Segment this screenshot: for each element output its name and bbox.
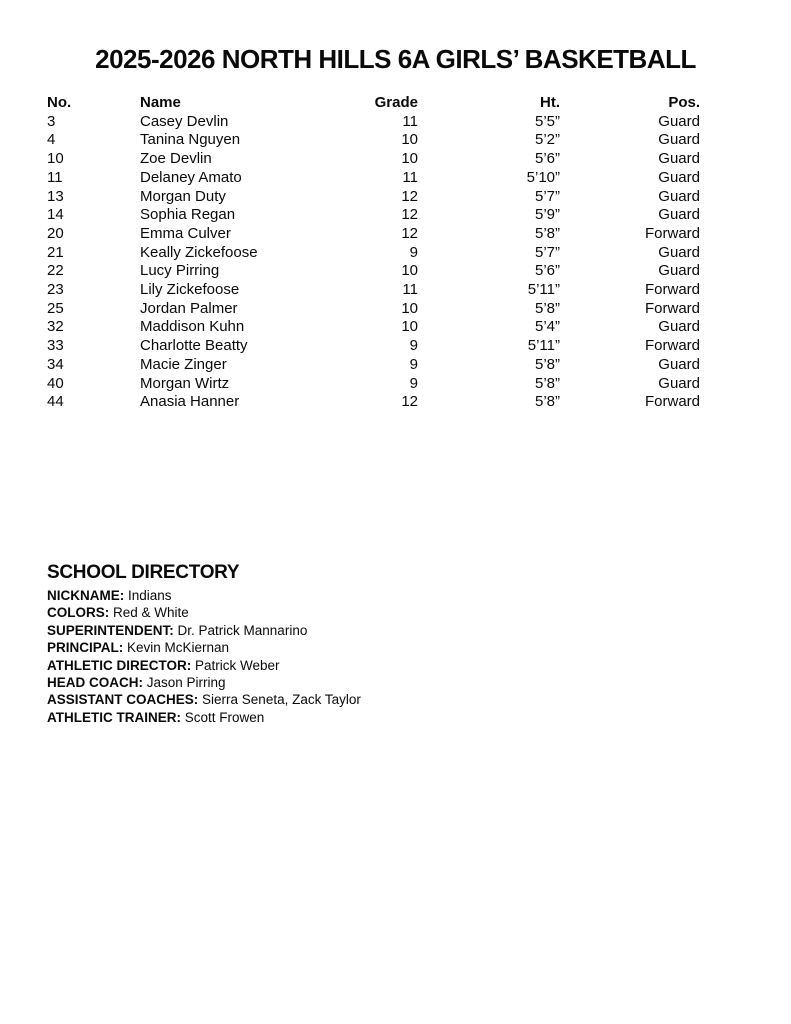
player-position: Guard <box>658 318 700 336</box>
table-row <box>47 262 700 281</box>
directory-entry <box>47 691 647 708</box>
player-number: 14 <box>47 206 64 224</box>
table-row <box>47 244 700 263</box>
player-position: Guard <box>658 168 700 186</box>
player-position: Guard <box>658 206 700 224</box>
table-row <box>47 150 700 169</box>
directory-label: ATHLETIC TRAINER: <box>47 709 181 725</box>
player-position: Forward <box>644 224 700 242</box>
column-header-no: No. <box>47 94 72 111</box>
directory-value: Scott Frowen <box>184 709 265 725</box>
table-row <box>47 393 700 412</box>
table-row <box>47 375 700 394</box>
player-grade: 9 <box>409 243 418 261</box>
table-row <box>47 300 700 319</box>
directory-value: Jason Pirring <box>146 675 226 691</box>
player-height: 5’10” <box>526 168 560 186</box>
table-row <box>47 337 700 356</box>
player-number: 10 <box>47 150 64 168</box>
player-position: Guard <box>658 150 700 168</box>
player-height: 5’4” <box>534 318 560 336</box>
player-grade: 10 <box>401 299 418 317</box>
player-name: Anasia Hanner <box>140 393 240 411</box>
directory-value: Red & White <box>113 605 189 621</box>
player-height: 5’7” <box>534 243 560 261</box>
player-number: 20 <box>47 224 64 242</box>
player-height: 5’8” <box>534 374 560 392</box>
directory-entry <box>47 604 647 621</box>
directory-entry <box>47 709 647 726</box>
player-grade: 12 <box>401 187 418 205</box>
roster-body <box>47 113 700 412</box>
player-height: 5’11” <box>527 281 560 299</box>
page-title: 2025-2026 NORTH HILLS 6A GIRLS’ BASKETBALL <box>95 44 696 74</box>
directory-value: Sierra Seneta, Zack Taylor <box>202 692 361 708</box>
player-number: 3 <box>47 112 56 130</box>
player-name: Emma Culver <box>140 224 231 242</box>
directory-entry <box>47 657 647 674</box>
table-row <box>47 131 700 150</box>
school-directory-section <box>47 562 647 726</box>
player-number: 32 <box>47 318 64 336</box>
player-position: Guard <box>658 262 700 280</box>
directory-label: HEAD COACH: <box>47 675 143 691</box>
player-name: Keally Zickefoose <box>140 243 258 261</box>
table-row <box>47 281 700 300</box>
directory-entry <box>47 622 647 639</box>
player-position: Guard <box>658 374 700 392</box>
column-header-grade: Grade <box>374 94 418 111</box>
player-grade: 10 <box>401 150 418 168</box>
table-row <box>47 113 700 132</box>
table-row <box>47 188 700 207</box>
player-grade: 10 <box>401 262 418 280</box>
player-name: Morgan Duty <box>140 187 226 205</box>
table-row <box>47 318 700 337</box>
player-number: 23 <box>47 281 64 299</box>
player-name: Casey Devlin <box>140 112 229 130</box>
player-position: Forward <box>644 337 700 355</box>
table-row <box>47 225 700 244</box>
player-grade: 10 <box>401 131 418 149</box>
player-height: 5’9” <box>534 206 560 224</box>
player-number: 21 <box>47 243 64 261</box>
player-name: Tanina Nguyen <box>140 131 241 149</box>
directory-value: Patrick Weber <box>195 657 280 673</box>
player-position: Forward <box>644 299 700 317</box>
directory-label: ATHLETIC DIRECTOR: <box>47 657 192 673</box>
player-number: 40 <box>47 374 64 392</box>
player-number: 13 <box>47 187 64 205</box>
player-number: 34 <box>47 355 64 373</box>
directory-heading: SCHOOL DIRECTORY <box>47 562 240 583</box>
player-height: 5’5” <box>534 112 560 130</box>
directory-label: COLORS: <box>47 605 110 621</box>
column-header-name: Name <box>140 94 181 111</box>
player-name: Sophia Regan <box>140 206 236 224</box>
directory-entry <box>47 674 647 691</box>
directory-label: PRINCIPAL: <box>47 640 124 656</box>
player-position: Guard <box>658 355 700 373</box>
player-position: Guard <box>658 131 700 149</box>
column-header-ht: Ht. <box>540 94 560 111</box>
roster-table <box>47 94 700 412</box>
player-position: Forward <box>644 393 700 411</box>
player-number: 44 <box>47 393 64 411</box>
player-grade: 9 <box>409 355 418 373</box>
player-height: 5’8” <box>534 299 560 317</box>
player-name: Charlotte Beatty <box>140 337 248 355</box>
player-grade: 9 <box>409 374 418 392</box>
player-height: 5’2” <box>534 131 560 149</box>
player-name: Maddison Kuhn <box>140 318 245 336</box>
directory-label: NICKNAME: <box>47 588 125 603</box>
player-grade: 9 <box>409 337 418 355</box>
player-grade: 12 <box>401 206 418 224</box>
roster-header <box>47 94 700 113</box>
directory-label: ASSISTANT COACHES: <box>47 692 199 708</box>
player-name: Macie Zinger <box>140 355 227 373</box>
directory-entry <box>47 587 647 604</box>
player-grade: 12 <box>401 224 418 242</box>
directory-entry <box>47 639 647 656</box>
player-grade: 11 <box>402 112 418 130</box>
player-name: Lily Zickefoose <box>140 281 240 299</box>
player-name: Zoe Devlin <box>140 150 212 168</box>
table-row <box>47 356 700 375</box>
column-header-pos: Pos. <box>668 94 700 111</box>
player-number: 22 <box>47 262 64 280</box>
player-number: 4 <box>47 131 56 149</box>
table-row <box>47 169 700 188</box>
roster-header-row <box>47 94 700 113</box>
player-grade: 11 <box>402 168 418 186</box>
player-number: 11 <box>47 168 63 186</box>
player-height: 5’8” <box>534 393 560 411</box>
player-number: 25 <box>47 299 64 317</box>
player-height: 5’6” <box>534 150 560 168</box>
player-grade: 11 <box>402 281 418 299</box>
player-number: 33 <box>47 337 64 355</box>
player-position: Guard <box>658 187 700 205</box>
player-position: Guard <box>658 112 700 130</box>
player-name: Lucy Pirring <box>140 262 220 280</box>
player-grade: 12 <box>401 393 418 411</box>
directory-label: SUPERINTENDENT: <box>47 622 174 638</box>
player-height: 5’8” <box>534 224 560 242</box>
player-height: 5’11” <box>527 337 560 355</box>
player-name: Jordan Palmer <box>140 299 238 317</box>
player-grade: 10 <box>401 318 418 336</box>
player-height: 5’7” <box>534 187 560 205</box>
player-height: 5’6” <box>534 262 560 280</box>
player-height: 5’8” <box>534 355 560 373</box>
directory-value: Kevin McKiernan <box>127 640 230 656</box>
directory-value: Dr. Patrick Mannarino <box>177 622 308 638</box>
player-name: Morgan Wirtz <box>140 374 230 392</box>
player-position: Guard <box>658 243 700 261</box>
player-name: Delaney Amato <box>140 168 242 186</box>
directory-list <box>47 587 647 726</box>
directory-value: Indians <box>128 588 172 603</box>
player-position: Forward <box>644 281 700 299</box>
table-row <box>47 206 700 225</box>
